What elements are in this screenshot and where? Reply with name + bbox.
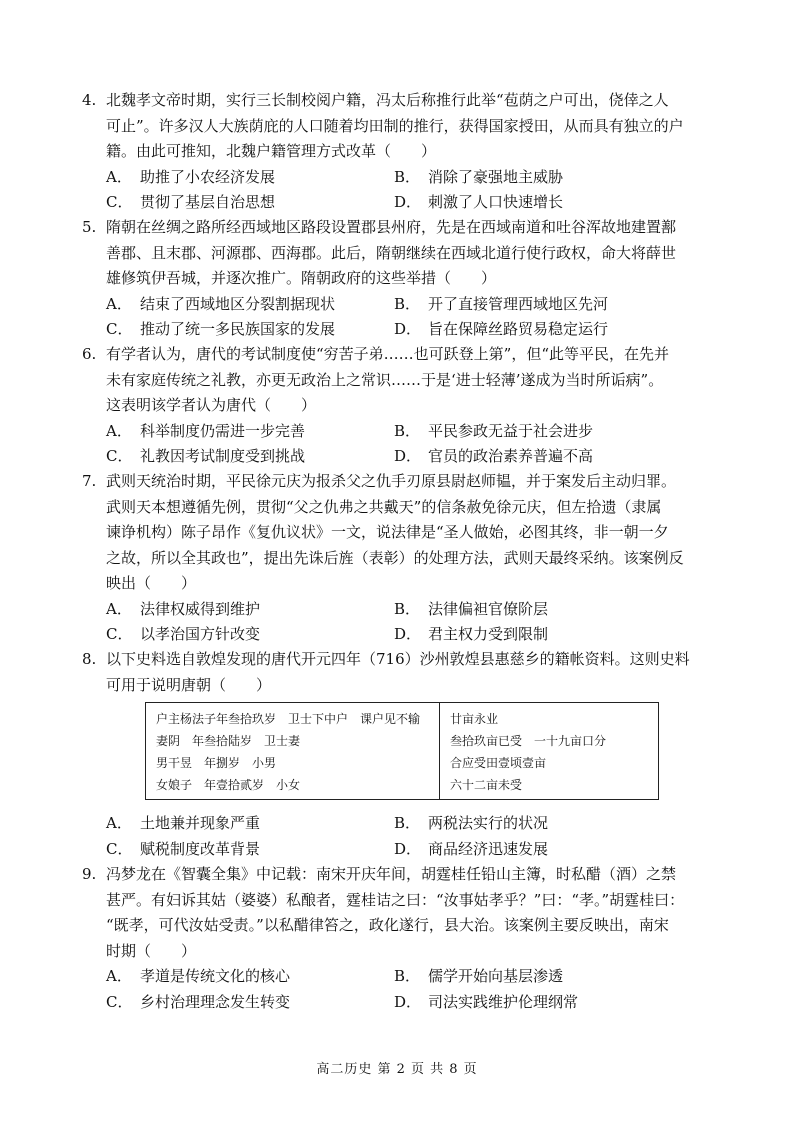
option-c[interactable] bbox=[106, 837, 260, 863]
option-label: C． bbox=[106, 447, 133, 465]
land-line: 叁拾玖亩已受 一十九亩口分 bbox=[450, 734, 607, 748]
option-text: 消除了豪强地主威胁 bbox=[428, 167, 564, 186]
option-text: 刺激了人口快速增长 bbox=[428, 193, 564, 211]
option-a[interactable] bbox=[106, 165, 275, 191]
option-c[interactable] bbox=[106, 190, 275, 216]
stem-line: 时期（ ） bbox=[106, 941, 197, 960]
option-label: A． bbox=[106, 167, 132, 186]
option-b[interactable] bbox=[394, 165, 563, 191]
option-text: 科举制度仍需进一步完善 bbox=[140, 421, 306, 440]
question-8-options bbox=[82, 811, 722, 862]
option-label: D． bbox=[394, 625, 422, 643]
option-text: 两税法实行的状况 bbox=[428, 814, 549, 832]
options-row bbox=[82, 622, 722, 648]
stem-line: 籍。由此可推知，北魏户籍管理方式改革（ ） bbox=[106, 142, 437, 160]
options-row bbox=[82, 597, 722, 623]
stem-line: 之故，所以全其政也”，提出先诛后旌（表彰）的处理方法，武则天最终采纳。该案例反 bbox=[106, 548, 684, 567]
option-label: B． bbox=[394, 421, 421, 440]
option-c[interactable] bbox=[106, 990, 290, 1016]
stem-line: 有学者认为，唐代的考试制度使“穷苦子弟……也可跃登上第”，但“此等平民，在先并 bbox=[106, 345, 670, 363]
option-text: 乡村治理理念发生转变 bbox=[140, 992, 291, 1011]
option-label: B． bbox=[394, 167, 421, 186]
option-d[interactable] bbox=[394, 444, 593, 470]
option-label: B． bbox=[394, 599, 421, 618]
option-d[interactable] bbox=[394, 317, 608, 343]
option-b[interactable] bbox=[394, 811, 548, 837]
option-text: 以孝治国方针改变 bbox=[140, 625, 261, 643]
option-label: C． bbox=[106, 193, 133, 211]
option-label: A． bbox=[106, 421, 132, 440]
option-label: A． bbox=[106, 967, 132, 985]
household-column bbox=[146, 703, 440, 799]
option-d[interactable] bbox=[394, 837, 548, 863]
option-a[interactable] bbox=[106, 964, 290, 990]
stem-line: 冯梦龙在《智囊全集》中记载：南宋开庆年间，胡霆桂任铅山主簿，时私醋（酒）之禁 bbox=[106, 865, 677, 883]
option-text: 平民参政无益于社会进步 bbox=[428, 421, 594, 440]
question-number: 4. bbox=[82, 91, 97, 109]
option-text: 助推了小农经济发展 bbox=[140, 167, 276, 186]
question-7 bbox=[82, 469, 722, 648]
option-label: A． bbox=[106, 599, 132, 618]
stem-line: “既孝，可代汝姑受责。”以私醋律笞之，政化遂行，县大治。该案例主要反映出，南宋 bbox=[106, 916, 669, 934]
land-column bbox=[440, 703, 658, 799]
option-b[interactable] bbox=[394, 292, 608, 318]
option-text: 开了直接管理西域地区先河 bbox=[428, 294, 609, 313]
stem-line: 武则天统治时期，平民徐元庆为报杀父之仇手刃原县尉赵师韫，并于案发后主动归罪。 bbox=[106, 472, 677, 490]
option-d[interactable] bbox=[394, 190, 563, 216]
option-label: C． bbox=[106, 625, 133, 643]
question-9 bbox=[82, 862, 722, 1015]
option-a[interactable] bbox=[106, 292, 335, 318]
option-b[interactable] bbox=[394, 597, 548, 623]
option-text: 旨在保障丝路贸易稳定运行 bbox=[428, 320, 609, 338]
option-text: 儒学开始向基层渗透 bbox=[428, 967, 564, 985]
option-a[interactable] bbox=[106, 419, 305, 445]
option-label: A． bbox=[106, 814, 132, 832]
option-text: 商品经济迅速发展 bbox=[428, 839, 549, 858]
option-label: B． bbox=[394, 967, 421, 985]
stem-line: 以下史料选自敦煌发现的唐代开元四年（716）沙州敦煌县惠慈乡的籍帐资料。这则史料 bbox=[106, 650, 690, 668]
question-stem bbox=[82, 215, 722, 292]
option-label: D． bbox=[394, 447, 422, 465]
option-text: 结束了西域地区分裂割据现状 bbox=[140, 294, 336, 313]
stem-line: 可用于说明唐朝（ ） bbox=[106, 675, 272, 694]
options-row bbox=[82, 292, 722, 318]
option-d[interactable] bbox=[394, 990, 578, 1016]
options-row bbox=[82, 811, 722, 837]
question-6 bbox=[82, 342, 722, 470]
option-c[interactable] bbox=[106, 444, 305, 470]
options-row bbox=[82, 190, 722, 216]
option-text: 官员的政治素养普遍不高 bbox=[428, 447, 594, 465]
option-label: D． bbox=[394, 839, 422, 858]
options-row bbox=[82, 964, 722, 990]
options-row bbox=[82, 990, 722, 1016]
land-line: 六十二亩未受 bbox=[450, 778, 523, 792]
question-number: 5. bbox=[82, 218, 97, 236]
page-footer: 高二历史 第 2 页 共 8 页 bbox=[316, 1062, 478, 1077]
option-label: C． bbox=[106, 839, 133, 858]
options-row bbox=[82, 837, 722, 863]
option-text: 赋税制度改革背景 bbox=[140, 839, 261, 858]
option-label: B． bbox=[394, 814, 421, 832]
option-text: 司法实践维护伦理纲常 bbox=[428, 992, 579, 1011]
question-number: 7. bbox=[82, 472, 97, 490]
question-stem bbox=[82, 469, 722, 597]
stem-line: 武则天本想遵循先例，贯彻“父之仇弗之共戴天”的信条赦免徐元庆，但左拾遗（隶属 bbox=[106, 497, 662, 516]
stem-line: 雄修筑伊吾城，并逐次推广。隋朝政府的这些举措（ ） bbox=[106, 269, 497, 287]
land-line: 合应受田壹顷壹亩 bbox=[450, 756, 547, 770]
option-label: B． bbox=[394, 294, 421, 313]
source-table bbox=[145, 702, 659, 800]
stem-line: 甚严。有妇诉其姑（婆婆）私酿者，霆桂诘之曰：“汝事姑孝乎？”曰：“孝。”胡霆桂曰： bbox=[106, 890, 685, 909]
question-stem bbox=[82, 342, 722, 419]
options-row bbox=[82, 444, 722, 470]
stem-line: 未有家庭传统之礼教，亦更无政治上之常识……于是‘进士轻薄’遂成为当时所诟病”。 bbox=[106, 370, 664, 389]
question-number: 9. bbox=[82, 865, 97, 883]
option-b[interactable] bbox=[394, 964, 563, 990]
stem-line: 隋朝在丝绸之路所经西域地区路段设置郡县州府，先是在西域南道和吐谷浑故地建置鄯 bbox=[106, 218, 677, 236]
household-line: 男干昱 年捌岁 小男 bbox=[156, 756, 277, 770]
stem-line: 这表明该学者认为唐代（ ） bbox=[106, 396, 317, 414]
question-4 bbox=[82, 88, 722, 216]
options-row bbox=[82, 419, 722, 445]
options-row bbox=[82, 165, 722, 191]
option-text: 土地兼并现象严重 bbox=[140, 814, 261, 832]
option-text: 君主权力受到限制 bbox=[428, 625, 549, 643]
option-label: C． bbox=[106, 320, 133, 338]
option-label: C． bbox=[106, 992, 133, 1011]
option-text: 贯彻了基层自治思想 bbox=[140, 193, 276, 211]
stem-line: 可止”。许多汉人大族荫庇的人口随着均田制的推行，获得国家授田，从而具有独立的户 bbox=[106, 116, 684, 135]
option-label: A． bbox=[106, 294, 132, 313]
question-stem bbox=[82, 862, 722, 964]
option-a[interactable] bbox=[106, 811, 260, 837]
option-label: D． bbox=[394, 992, 422, 1011]
household-line: 妻阴 年叁拾陆岁 卫士妻 bbox=[156, 734, 301, 748]
option-c[interactable] bbox=[106, 317, 335, 343]
option-text: 孝道是传统文化的核心 bbox=[140, 967, 291, 985]
stem-line: 映出（ ） bbox=[106, 574, 197, 592]
option-a[interactable] bbox=[106, 597, 260, 623]
option-text: 法律权威得到维护 bbox=[140, 599, 261, 618]
option-text: 推动了统一多民族国家的发展 bbox=[140, 320, 336, 338]
question-5 bbox=[82, 215, 722, 343]
option-b[interactable] bbox=[394, 419, 593, 445]
option-label: D． bbox=[394, 193, 422, 211]
question-8 bbox=[82, 647, 722, 698]
land-line: 廿亩永业 bbox=[450, 712, 499, 726]
option-c[interactable] bbox=[106, 622, 260, 648]
option-text: 法律偏袒官僚阶层 bbox=[428, 599, 549, 618]
option-text: 礼教因考试制度受到挑战 bbox=[140, 447, 306, 465]
stem-line: 善郡、且末郡、河源郡、西海郡。此后，隋朝继续在西域北道行使行政权，命大将薛世 bbox=[106, 243, 677, 262]
question-stem bbox=[82, 647, 722, 698]
option-d[interactable] bbox=[394, 622, 548, 648]
question-stem bbox=[82, 88, 722, 165]
household-line: 女娘子 年壹拾贰岁 小女 bbox=[156, 778, 301, 792]
question-number: 8. bbox=[82, 650, 97, 668]
household-line: 户主杨法子年叁拾玖岁 卫士下中户 课户见不输 bbox=[156, 712, 421, 726]
question-number: 6. bbox=[82, 345, 97, 363]
option-label: D． bbox=[394, 320, 422, 338]
stem-line: 谏诤机构）陈子昂作《复仇议状》一文，说法律是“圣人做始，必图其终，非一朝一夕 bbox=[106, 523, 669, 541]
options-row bbox=[82, 317, 722, 343]
stem-line: 北魏孝文帝时期，实行三长制校阅户籍，冯太后称推行此举“苞荫之户可出，侥倖之人 bbox=[106, 91, 669, 109]
